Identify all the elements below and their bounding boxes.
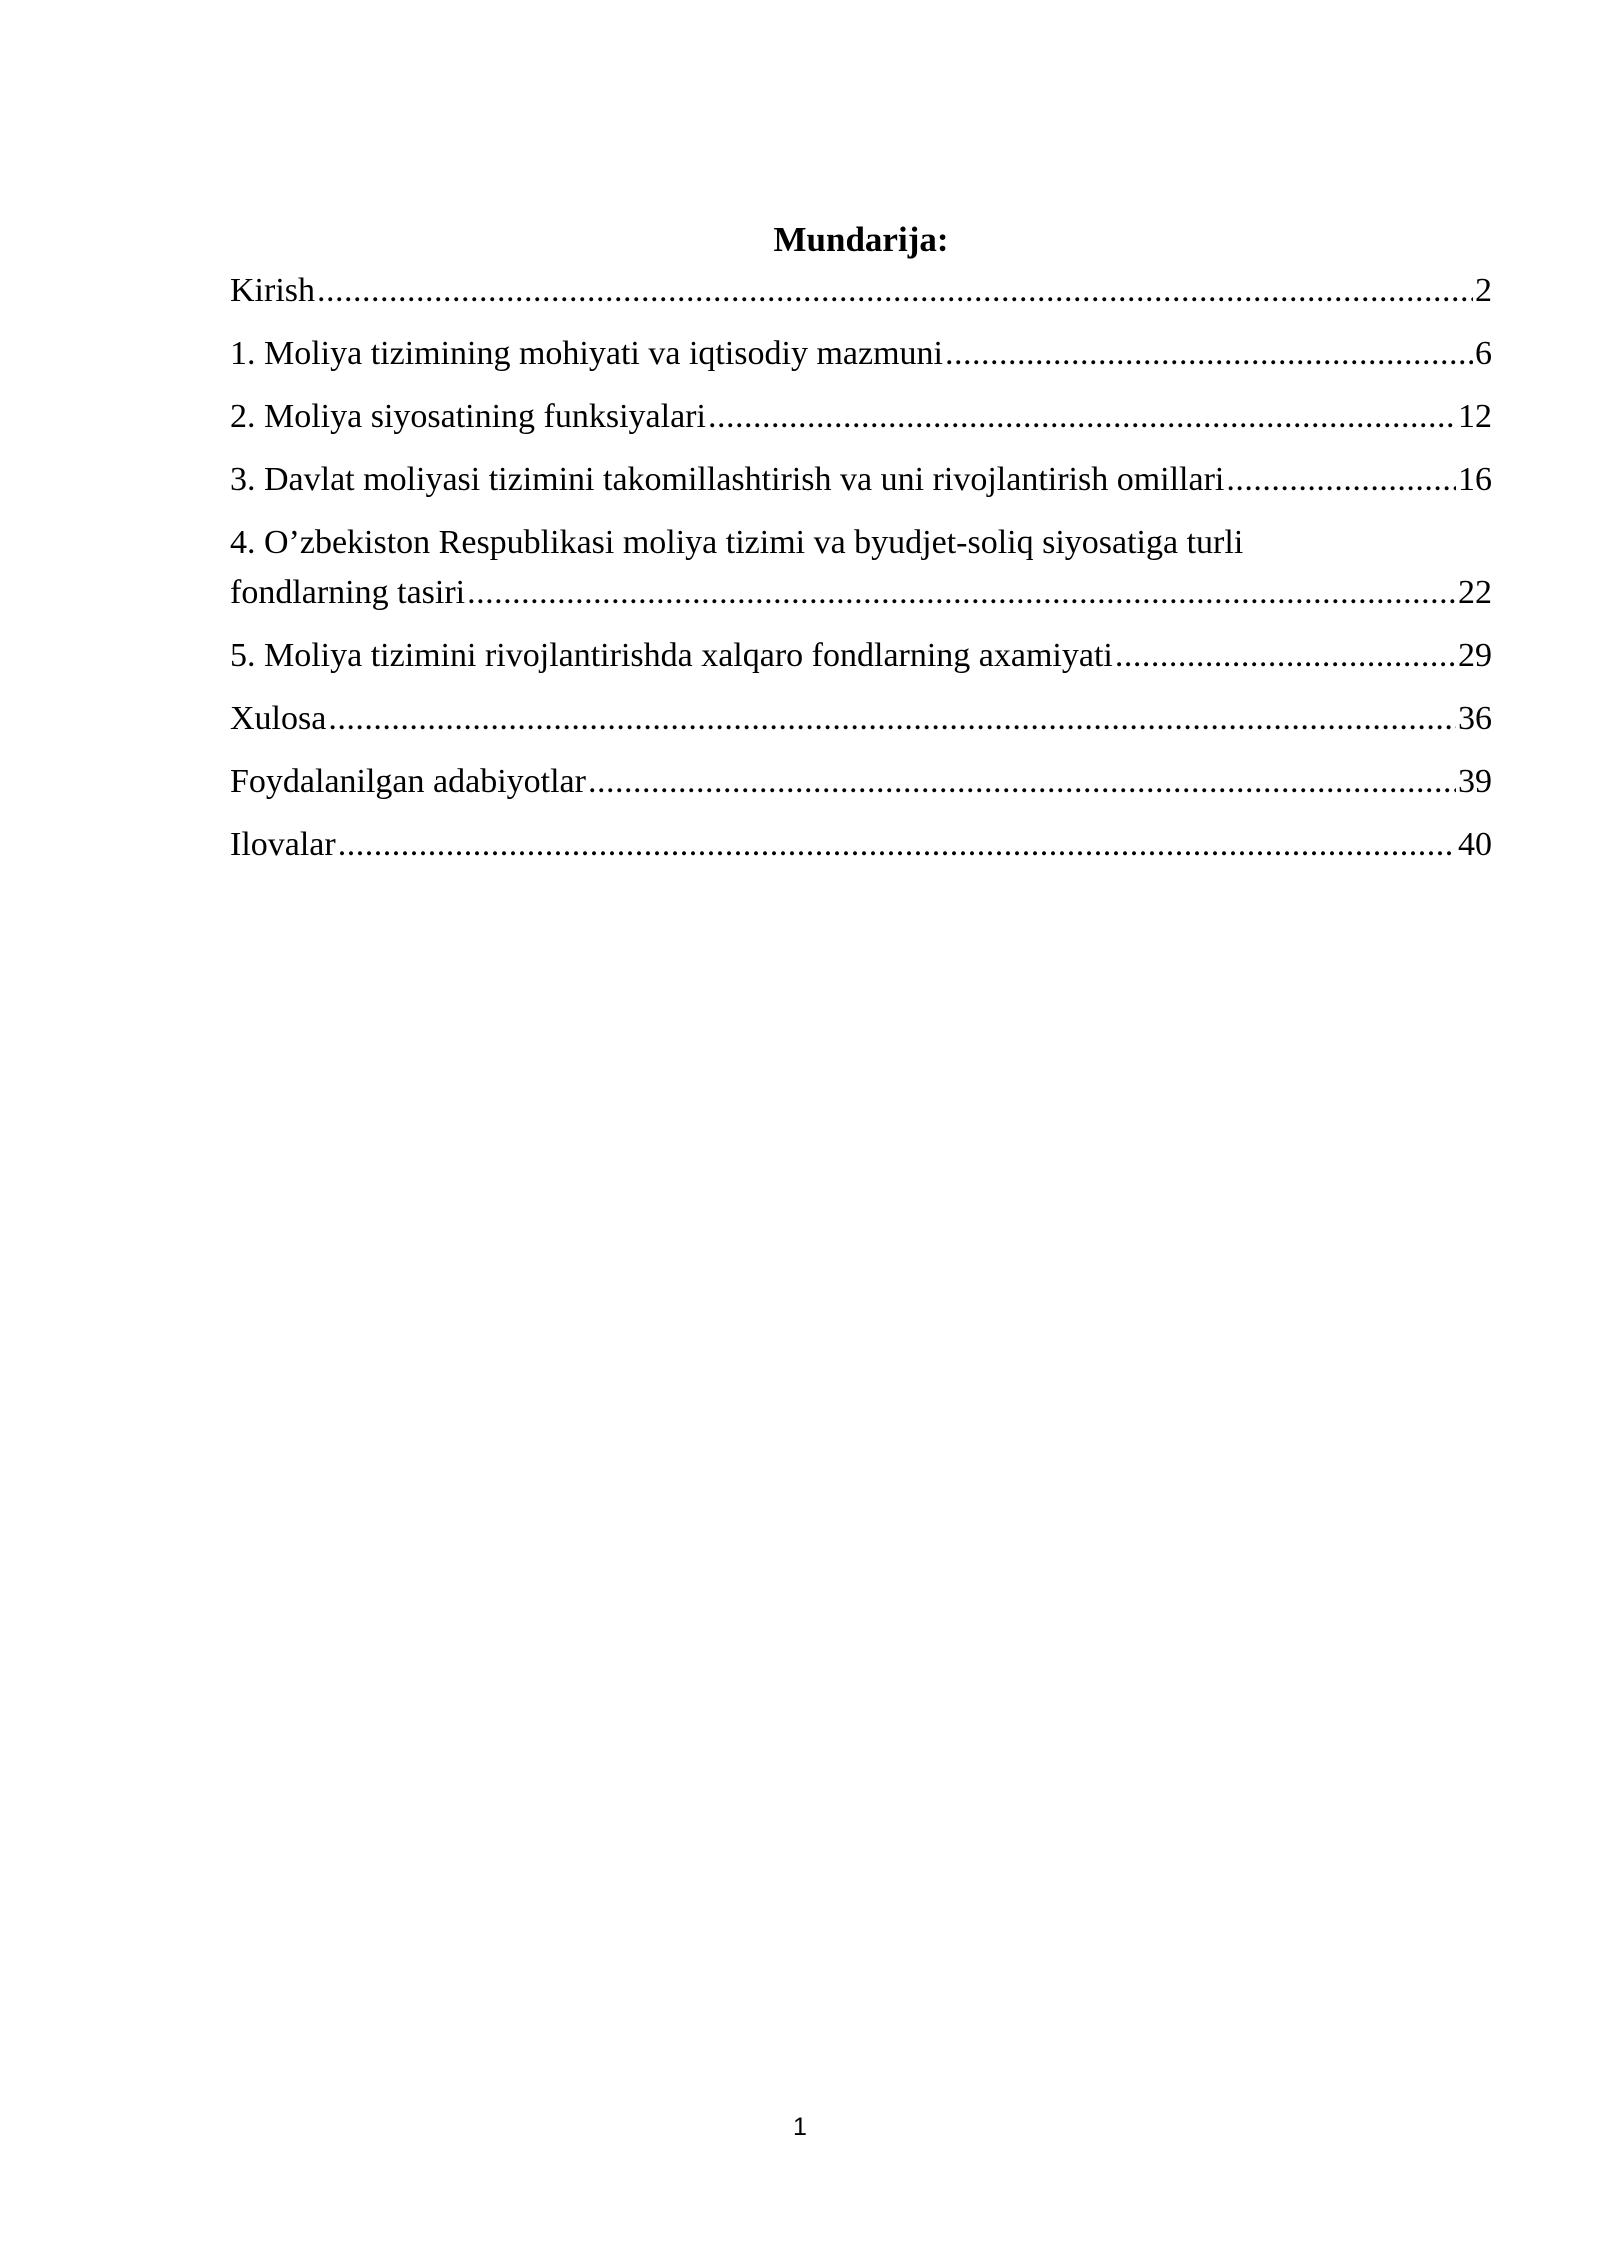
- toc-entry-adabiyotlar[interactable]: [230, 757, 1492, 807]
- toc-entry-page: 2: [1475, 272, 1492, 309]
- toc-entry-section-4[interactable]: [230, 518, 1492, 618]
- toc-dot-leader: [328, 694, 1456, 744]
- toc-entry-text: 2. Moliya siyosatining funksiyalari: [230, 398, 706, 435]
- toc-entry-page: 40: [1458, 826, 1492, 863]
- toc-dot-leader: [1226, 455, 1456, 505]
- toc-line: [230, 694, 1492, 744]
- toc-entry-kirish[interactable]: [230, 266, 1492, 316]
- toc-line: [230, 329, 1492, 379]
- toc-entry-page: 36: [1458, 700, 1492, 737]
- toc-entry-text: Kirish: [230, 272, 315, 309]
- toc-line: [230, 568, 1492, 618]
- toc-title: Mundarija:: [773, 220, 949, 259]
- toc-entry-section-5[interactable]: [230, 631, 1492, 681]
- toc-entry-page: 39: [1458, 763, 1492, 800]
- toc-entry-first-line: 4. O’zbekiston Respublikasi moliya tizimi va byudjet-soliq siyosatiga turli: [230, 524, 1244, 561]
- toc-entry-page: 22: [1458, 574, 1492, 611]
- toc-dot-leader: [708, 392, 1456, 442]
- toc-entry-page: 29: [1458, 637, 1492, 674]
- toc-dot-leader: [1115, 631, 1456, 681]
- toc-line: [230, 392, 1492, 442]
- toc-entry-text: Xulosa: [230, 700, 327, 737]
- toc-entry-page: 16: [1458, 461, 1492, 498]
- toc-entry-text: fondlarning tasiri: [230, 574, 466, 611]
- toc-entry-text: 1. Moliya tizimining mohiyati va iqtisodiy mazmuni: [230, 335, 943, 372]
- toc-entry-section-2[interactable]: [230, 392, 1492, 442]
- toc-entry-page: 12: [1458, 398, 1492, 435]
- toc-entry-section-1[interactable]: [230, 329, 1492, 379]
- toc-dot-leader: [317, 266, 1473, 316]
- toc-entry-section-3[interactable]: [230, 455, 1492, 505]
- toc-entry-xulosa[interactable]: [230, 694, 1492, 744]
- toc-dot-leader: [588, 757, 1456, 807]
- toc-line: [230, 266, 1492, 316]
- page-number: 1: [793, 2113, 807, 2141]
- toc-line: [230, 455, 1492, 505]
- toc-dot-leader: [945, 329, 1473, 379]
- toc-entry-text: 3. Davlat moliyasi tizimini takomillashtirish va uni rivojlantirish omillari: [230, 461, 1225, 498]
- toc-line: [230, 631, 1492, 681]
- toc-entry-text: Ilovalar: [230, 826, 336, 863]
- toc-entry-page: 6: [1475, 335, 1492, 372]
- toc-entry-text: Foydalanilgan adabiyotlar: [230, 763, 586, 800]
- table-of-contents: [230, 214, 1492, 883]
- toc-entry-ilovalar[interactable]: [230, 820, 1492, 870]
- toc-dot-leader: [338, 820, 1456, 870]
- toc-line: [230, 820, 1492, 870]
- toc-entry-text: 5. Moliya tizimini rivojlantirishda xalqaro fondlarning axamiyati: [230, 637, 1113, 674]
- toc-dot-leader: [467, 568, 1456, 618]
- toc-line: [230, 757, 1492, 807]
- toc-list: [230, 266, 1492, 870]
